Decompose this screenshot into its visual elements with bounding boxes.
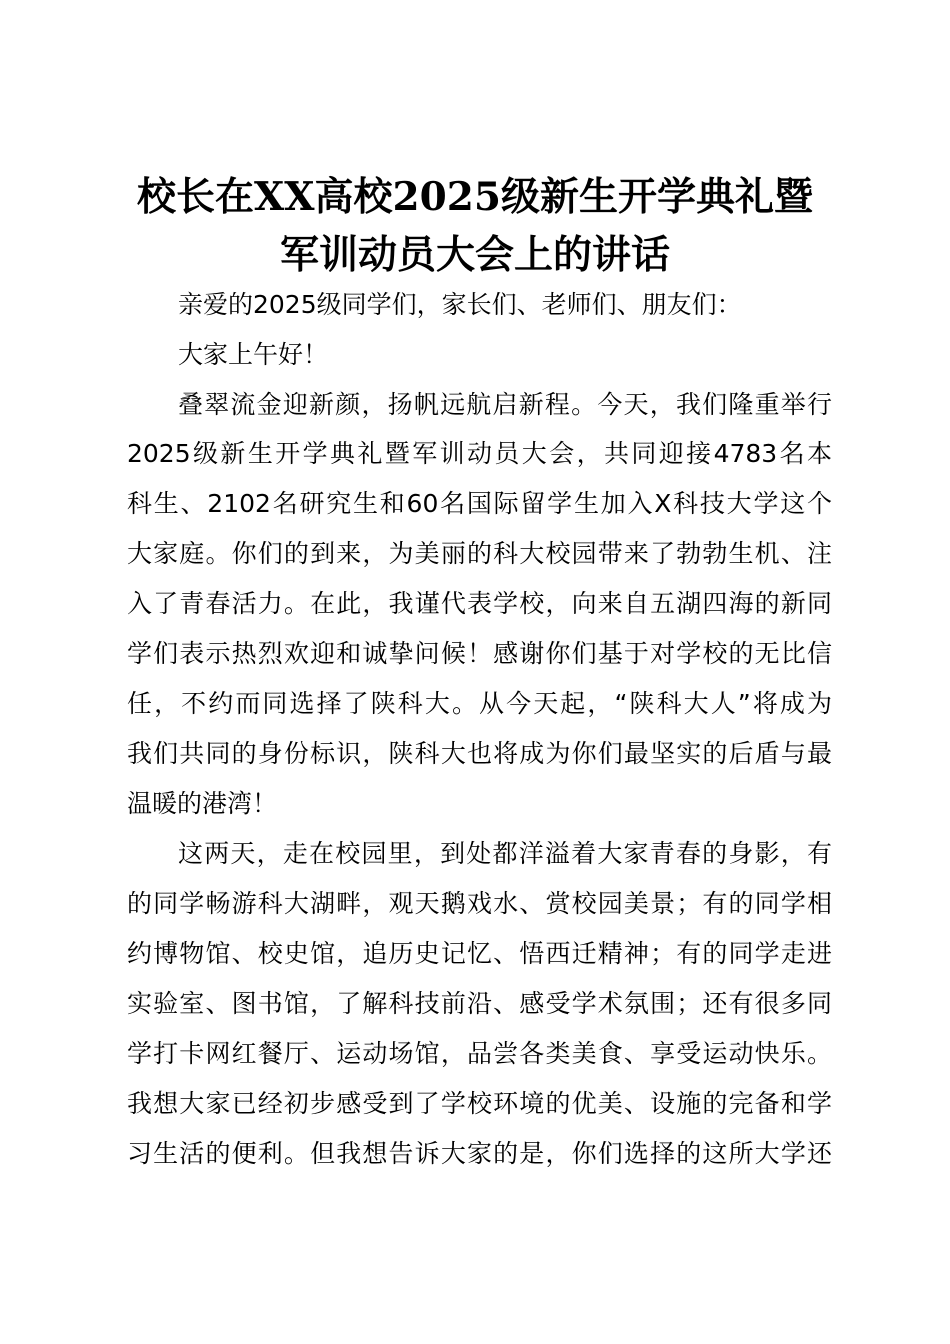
title-line-2: 军训动员大会上的讲话 xyxy=(279,232,670,278)
paragraph-line: 我们共同的身份标识，陕科大也将成为你们最坚实的后盾与最 xyxy=(127,739,832,768)
greeting: 大家上午好！ xyxy=(178,340,329,369)
paragraph-line: 温暖的港湾！ xyxy=(127,789,278,818)
paragraph-line: 入了青春活力。在此，我谨代表学校，向来自五湖四海的新同 xyxy=(127,589,832,618)
paragraph-line: 任，不约而同选择了陕科大。从今天起，“陕科大人”将成为 xyxy=(127,689,832,718)
paragraph-line: 的同学畅游科大湖畔，观天鹅戏水、赏校园美景；有的同学相 xyxy=(127,889,832,918)
title-line-1: 校长在XX高校2025级新生开学典礼暨 xyxy=(136,174,814,220)
paragraph-line: 习生活的便利。但我想告诉大家的是，你们选择的这所大学还 xyxy=(127,1139,832,1168)
paragraph-line: 学打卡网红餐厅、运动场馆，品尝各类美食、享受运动快乐。 xyxy=(127,1039,832,1068)
salutation: 亲爱的2025级同学们，家长们、老师们、朋友们： xyxy=(178,290,742,319)
paragraph-line: 这两天，走在校园里，到处都洋溢着大家青春的身影，有 xyxy=(178,839,832,868)
paragraph-line: 我想大家已经初步感受到了学校环境的优美、设施的完备和学 xyxy=(127,1089,832,1118)
paragraph-line: 实验室、图书馆，了解科技前沿、感受学术氛围；还有很多同 xyxy=(127,989,832,1018)
paragraph-line: 2025级新生开学典礼暨军训动员大会，共同迎接4783名本 xyxy=(127,439,832,468)
paragraph-line: 大家庭。你们的到来，为美丽的科大校园带来了勃勃生机、注 xyxy=(127,539,832,568)
paragraph-line: 科生、2102名研究生和60名国际留学生加入X科技大学这个 xyxy=(127,489,832,518)
paragraph-line: 叠翠流金迎新颜，扬帆远航启新程。今天，我们隆重举行 xyxy=(178,390,832,419)
paragraph-line: 学们表示热烈欢迎和诚挚问候！感谢你们基于对学校的无比信 xyxy=(127,639,832,668)
paragraph-line: 约博物馆、校史馆，追历史记忆、悟西迁精神；有的同学走进 xyxy=(127,939,832,968)
